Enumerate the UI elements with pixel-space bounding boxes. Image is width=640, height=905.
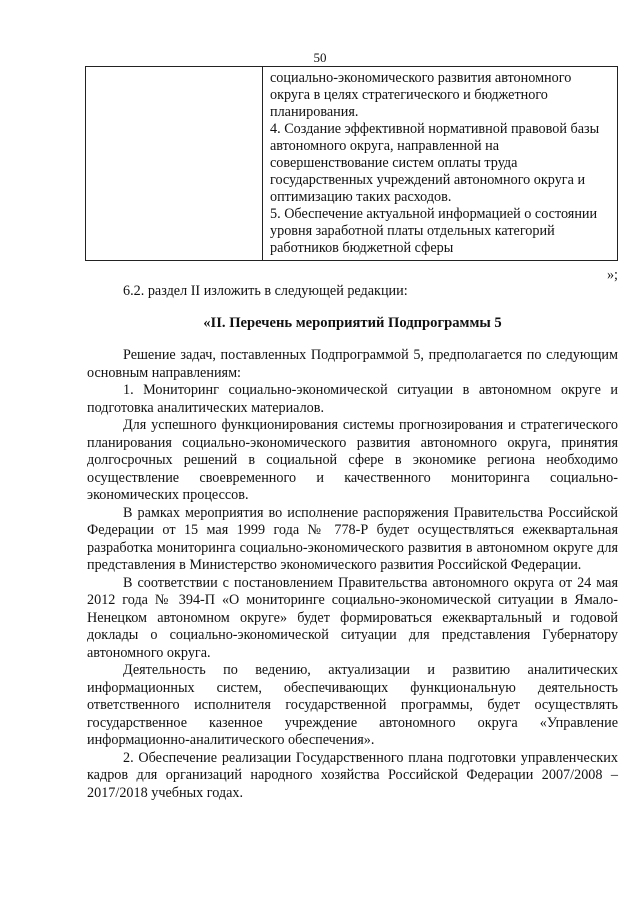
amendment-line (87, 283, 618, 301)
page-number: 50 (313, 50, 327, 65)
table-cell-line: социально-экономического развития автономного округа в целях стратегического и бюджетного планирования. (270, 70, 572, 120)
amendment-text: 6.2. раздел II изложить в следующей редакции: (123, 283, 408, 299)
body-text (87, 347, 618, 802)
section-heading-block (87, 315, 618, 333)
paragraph: В рамках мероприятия во исполнение распоряжения Правительства Российской Федерации от 15 мая 1999 года № 778-Р будет осуществляться ежеквартальная разработка мониторинга социально-экономического развития в автономном округе для представления в Министерство экономического развития Российской Федерации. (87, 504, 618, 573)
continuation-table (85, 66, 618, 261)
paragraph: Для успешного функционирования системы прогнозирования и стратегического планирования социально-экономического развития автономного округа, принятия долгосрочных решений в социальной сфере в экономике региона необходимо осуществление своевременного и качественного мониторинга социально-экономических процессов. (87, 417, 618, 503)
paragraph: Деятельность по ведению, актуализации и развитию аналитических информационных систем, обеспечивающих функциональную деятельность ответственного исполнителя государственной программы, будет осуществлять государственное казенное учреждение автономного округа «Управление информационно-аналитического обеспечения». (87, 662, 618, 748)
table-cell-line: 4. Создание эффективной нормативной правовой базы автономного округа, направленной на совершенствование систем оплаты труда государственных учреждений автономного округа и оптимизацию таких расходов. (270, 121, 600, 205)
closing-quote: »; (606, 267, 618, 283)
table-cell-line: 5. Обеспечение актуальной информацией о состоянии уровня заработной платы отдельных категорий работников бюджетной сферы (270, 206, 598, 256)
table-column-divider (262, 67, 263, 260)
paragraph: Решение задач, поставленных Подпрограммой 5, предполагается по следующим основным направлениям: (87, 347, 618, 381)
paragraph: В соответствии с постановлением Правительства автономного округа от 24 мая 2012 года № 394-П «О мониторинге социально-экономической ситуации в Ямало-Ненецком автономном округе» будет формироваться ежеквартальный и годовой доклады о социально-экономической ситуации для представления Губернатору автономного округа. (87, 574, 618, 661)
table-text-cell (270, 70, 611, 257)
paragraph: 1. Мониторинг социально-экономической ситуации в автономном округе и подготовка аналитических материалов. (87, 382, 618, 416)
paragraph: 2. Обеспечение реализации Государственного плана подготовки управленческих кадров для организаций народного хозяйства Российской Федерации 2007/2008 – 2017/2018 учебных годах. (87, 749, 618, 801)
section-heading: «II. Перечень мероприятий Подпрограммы 5 (203, 315, 502, 331)
